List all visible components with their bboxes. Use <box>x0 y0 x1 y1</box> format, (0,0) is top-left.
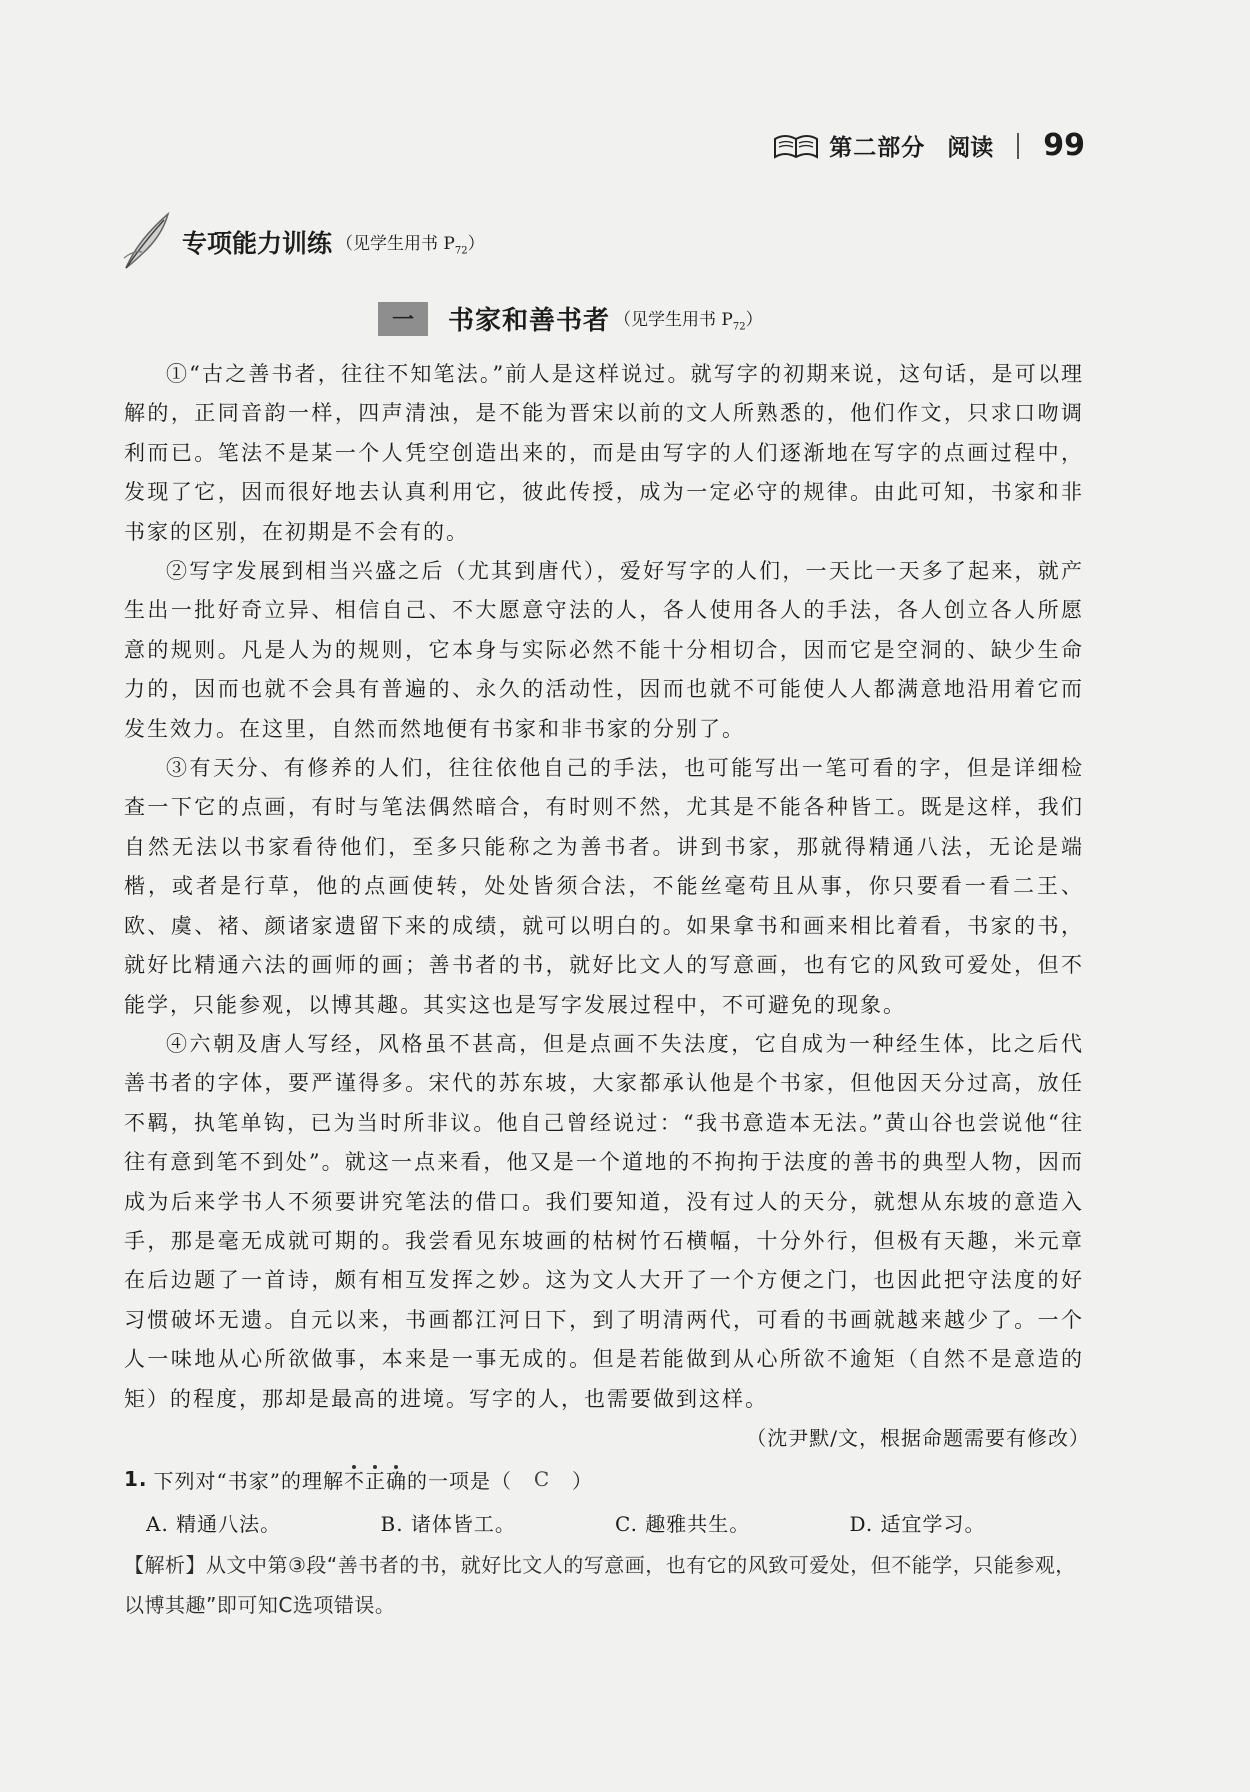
emphasis-text: 不正确 <box>343 1468 407 1493</box>
article-source: （沈尹默/文，根据命题需要有修改） <box>746 1426 1090 1450</box>
option-a: A. 精通八法。 <box>146 1512 282 1536</box>
option-c: C. 趣雅共生。 <box>615 1512 751 1536</box>
section-label: 阅读 <box>947 135 994 161</box>
article-heading <box>378 300 763 337</box>
training-title: 专项能力训练 <box>182 229 333 258</box>
question-stem: 1. 下列对“书家”的理解 不正确 的一项是（ C ） <box>124 1462 1084 1496</box>
article-title: 书家和善书者 <box>448 306 611 336</box>
option-b: B. 诸体皆工。 <box>380 1512 516 1536</box>
answer-letter: C <box>533 1467 551 1491</box>
article-body <box>124 355 1084 1419</box>
analysis-tag: 【解析】 <box>124 1553 206 1577</box>
paragraph-3: ③有天分、有修养的人们，往往依他自己的手法，也可能写出一笔可看的字，但是详细检查一下它的点画，有时与笔法偶然暗合，有时则不然，尤其是不能各种皆工。既是这样，我们自然无法以书家看待他们，至多只能称之为善书者。讲到书家，那就得精通八法，无论是端楷，或者是行草，他的点画使转，处处皆须合法，不能丝毫苟且从事，你只要看一看二王、欧、虞、褚、颜诸家遗留下来的成绩，就可以明白的。如果拿书和画来相比着看，书家的书，就好比精通六法的画师的画；善书者的书，就好比文人的写意画，也有它的风致可爱处，但不能学，只能参观，以博其趣。其实这也是写字发展过程中，不可避免的现象。 <box>124 756 1084 1017</box>
open-book-icon <box>773 131 819 161</box>
header-divider <box>1017 133 1019 159</box>
quill-icon <box>118 210 178 270</box>
training-banner <box>118 210 485 270</box>
paragraph-4: ④六朝及唐人写经，风格虽不甚高，但是点画不失法度，它自成为一种经生体，比之后代善书者的字体，要严谨得多。宋代的苏东坡，大家都承认他是个书家，但他因天分过高，放任不羁，执笔单钩，已为当时所非议。他自己曾经说过：“我书意造本无法。”黄山谷也尝说他“往往有意到笔不到处”。就这一点来看，他又是一个道地的不拘拘于法度的善书的典型人物，因而成为后来学书人不须要讲究笔法的借口。我们要知道，没有过人的天分，就想从东坡的意造入手，那是毫无成就可期的。我尝看见东坡画的枯树竹石横幅，十分外行，但极有天趣，米元章在后边题了一首诗，颇有相互发挥之妙。这为文人大开了一个方便之门，也因此把守法度的好习惯破坏无遗。自元以来，书画都江河日下，到了明清两代，可看的书画就越来越少了。一个人一味地从心所欲做事，本来是一事无成的。但是若能做到从心所欲不逾矩（自然不是意造的矩）的程度，那却是最高的进境。写字的人，也需要做到这样。 <box>124 1031 1084 1411</box>
part-label: 第二部分 <box>829 135 926 161</box>
paragraph-1: ①“古之善书者，往往不知笔法。”前人是这样说过。就写字的初期来说，这句话，是可以理解的，正同音韵一样，四声清浊，是不能为晋宋以前的文人所熟悉的，他们作文，只求口吻调利而已。笔法不是某一个人凭空创造出来的，而是由写字的人们逐渐地在写字的点画过程中，发现了它，因而很好地去认真利用它，彼此传授，成为一定必守的规律。由此可知，书家和非书家的区别，在初期是不会有的。 <box>124 362 1084 544</box>
paragraph-2: ②写字发展到相当兴盛之后（尤其到唐代），爱好写字的人们，一天比一天多了起来，就产生出一批好奇立异、相信自己、不大愿意守法的人，各人使用各人的手法，各人创立各人所愿意的规则。凡是人为的规则，它本身与实际必然不能十分相切合，因而它是空洞的、缺少生命力的，因而也就不会具有普遍的、永久的活动性，因而也就不可能使人人都满意地沿用着它而发生效力。在这里，自然而然地便有书家和非书家的分别了。 <box>124 559 1084 741</box>
article-reference: （见学生用书 $P_{72}$） <box>614 309 763 333</box>
analysis-block <box>124 1545 1084 1625</box>
question-1 <box>124 1462 1084 1537</box>
option-d: D. 适宜学习。 <box>849 1512 986 1536</box>
page-header <box>773 128 1085 163</box>
answer-options <box>124 1508 1084 1537</box>
page-number: 99 <box>1043 128 1085 163</box>
analysis-text: 从文中第③段“善书者的书，就好比文人的写意画，也有它的风致可爱处，但不能学，只能参观，以博其趣”即可知C选项错误。 <box>124 1553 1076 1617</box>
article-number-box: 一 <box>378 302 428 336</box>
question-number: 1. <box>124 1467 148 1491</box>
training-reference: （见学生用书 $P_{72}$） <box>336 233 485 256</box>
